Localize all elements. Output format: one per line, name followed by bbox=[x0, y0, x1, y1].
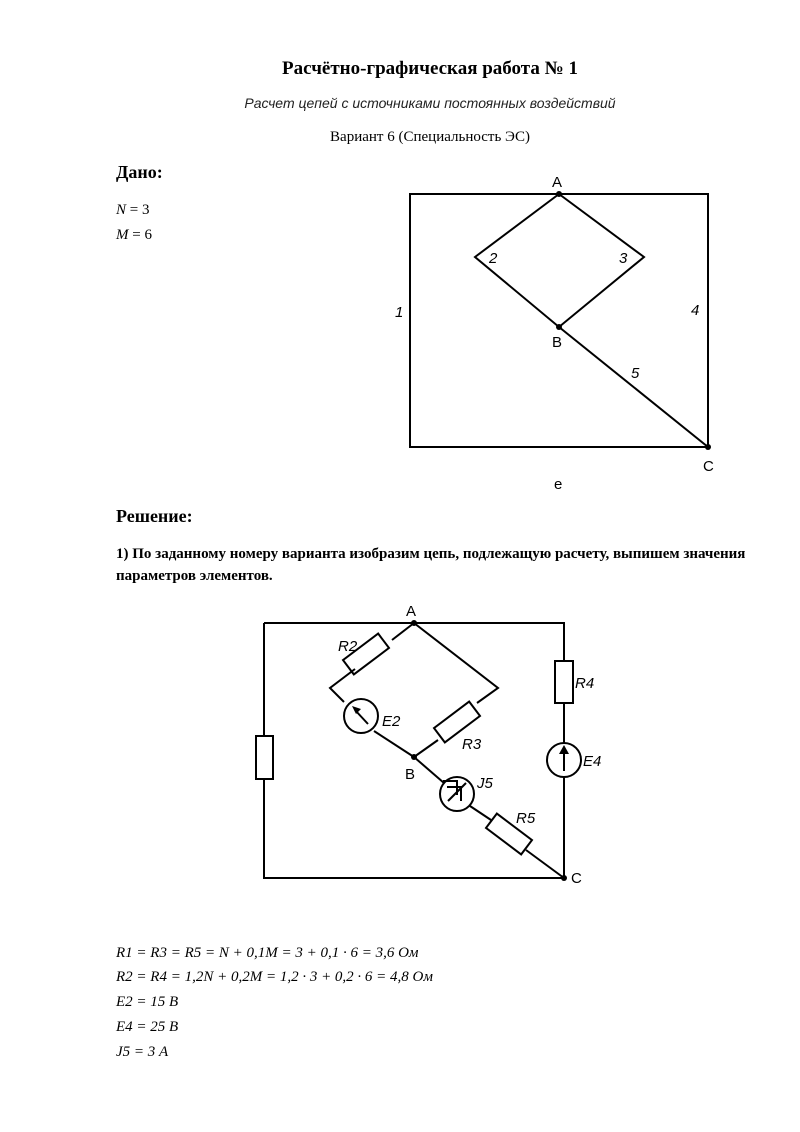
resistor-r4 bbox=[555, 661, 573, 703]
given-m-label: M bbox=[116, 227, 129, 243]
equation-5: J5 = 3 А bbox=[116, 1044, 169, 1060]
circuit-bottom-wire bbox=[264, 779, 564, 878]
graph-branch-4-label: 4 bbox=[691, 302, 700, 319]
circuit-top-wire bbox=[264, 623, 564, 661]
given-n-value: = 3 bbox=[129, 202, 150, 218]
graph-node-b: B bbox=[552, 334, 563, 351]
resistor-r1 bbox=[256, 736, 273, 779]
graph-outer-loop bbox=[410, 194, 708, 447]
variant-line: Вариант 6 (Специальность ЭС) bbox=[330, 129, 530, 145]
label-j5: J5 bbox=[477, 775, 493, 792]
circuit-node-c-dot bbox=[561, 875, 567, 881]
label-e4: E4 bbox=[583, 753, 602, 770]
graph-node-c: C bbox=[703, 458, 714, 475]
equation-1: R1 = R3 = R5 = N + 0,1M = 3 + 0,1 · 6 = 3,6 Ом bbox=[116, 945, 419, 961]
graph-node-a: A bbox=[552, 174, 563, 191]
graph-branch-5-label: 5 bbox=[631, 365, 640, 382]
given-n-label: N bbox=[116, 202, 127, 218]
solution-heading: Решение: bbox=[116, 506, 193, 526]
circuit-node-b-dot bbox=[411, 754, 417, 760]
label-r2: R2 bbox=[338, 638, 358, 655]
graph-node-a-dot bbox=[556, 191, 562, 197]
given-heading: Дано: bbox=[116, 162, 163, 182]
page-subtitle: Расчет цепей с источниками постоянных воздействий bbox=[244, 95, 616, 111]
given-m-value: = 6 bbox=[132, 227, 152, 243]
circuit-a-r2-wire bbox=[392, 623, 414, 640]
graph-figure bbox=[0, 0, 800, 500]
graph-branch-2-label: 2 bbox=[489, 250, 498, 267]
circuit-r3-b-wire bbox=[414, 740, 438, 757]
label-e2: E2 bbox=[382, 713, 401, 730]
circuit-r2-e2-wire bbox=[330, 669, 355, 702]
circuit-node-c: C bbox=[571, 870, 582, 887]
solution-step-1: 1) По заданному номеру варианта изобразим цепь, подлежащую расчету, выпишем значения параметров элементов. bbox=[116, 546, 746, 584]
circuit-node-a: A bbox=[406, 603, 417, 620]
circuit-e2-b-wire bbox=[374, 731, 414, 757]
circuit-node-a-dot bbox=[411, 620, 417, 626]
graph-branch-3-label: 3 bbox=[619, 250, 628, 267]
source-e4-arrowhead bbox=[559, 745, 569, 754]
circuit-figure bbox=[0, 590, 800, 900]
label-r4: R4 bbox=[575, 675, 595, 692]
graph-branch-5 bbox=[559, 327, 708, 447]
equation-3: E2 = 15 В bbox=[116, 994, 179, 1010]
label-r3: R3 bbox=[462, 736, 482, 753]
label-r5: R5 bbox=[516, 810, 536, 827]
graph-caption: е bbox=[554, 476, 563, 493]
equation-4: E4 = 25 В bbox=[116, 1019, 179, 1035]
graph-node-c-dot bbox=[705, 444, 711, 450]
graph-node-b-dot bbox=[556, 324, 562, 330]
page-title: Расчётно-графическая работа № 1 bbox=[282, 58, 578, 79]
circuit-j5-r5-wire bbox=[470, 806, 491, 820]
circuit-b-j5-wire bbox=[414, 757, 444, 783]
source-e2-arrowhead bbox=[352, 706, 361, 714]
circuit-a-r3-wire bbox=[414, 623, 498, 703]
equation-2: R2 = R4 = 1,2N + 0,2M = 1,2 · 3 + 0,2 · 6 = 4,8 Ом bbox=[116, 969, 433, 985]
circuit-r5-c-wire bbox=[526, 850, 564, 878]
graph-branch-1-label: 1 bbox=[395, 304, 404, 321]
circuit-node-b: B bbox=[405, 766, 416, 783]
